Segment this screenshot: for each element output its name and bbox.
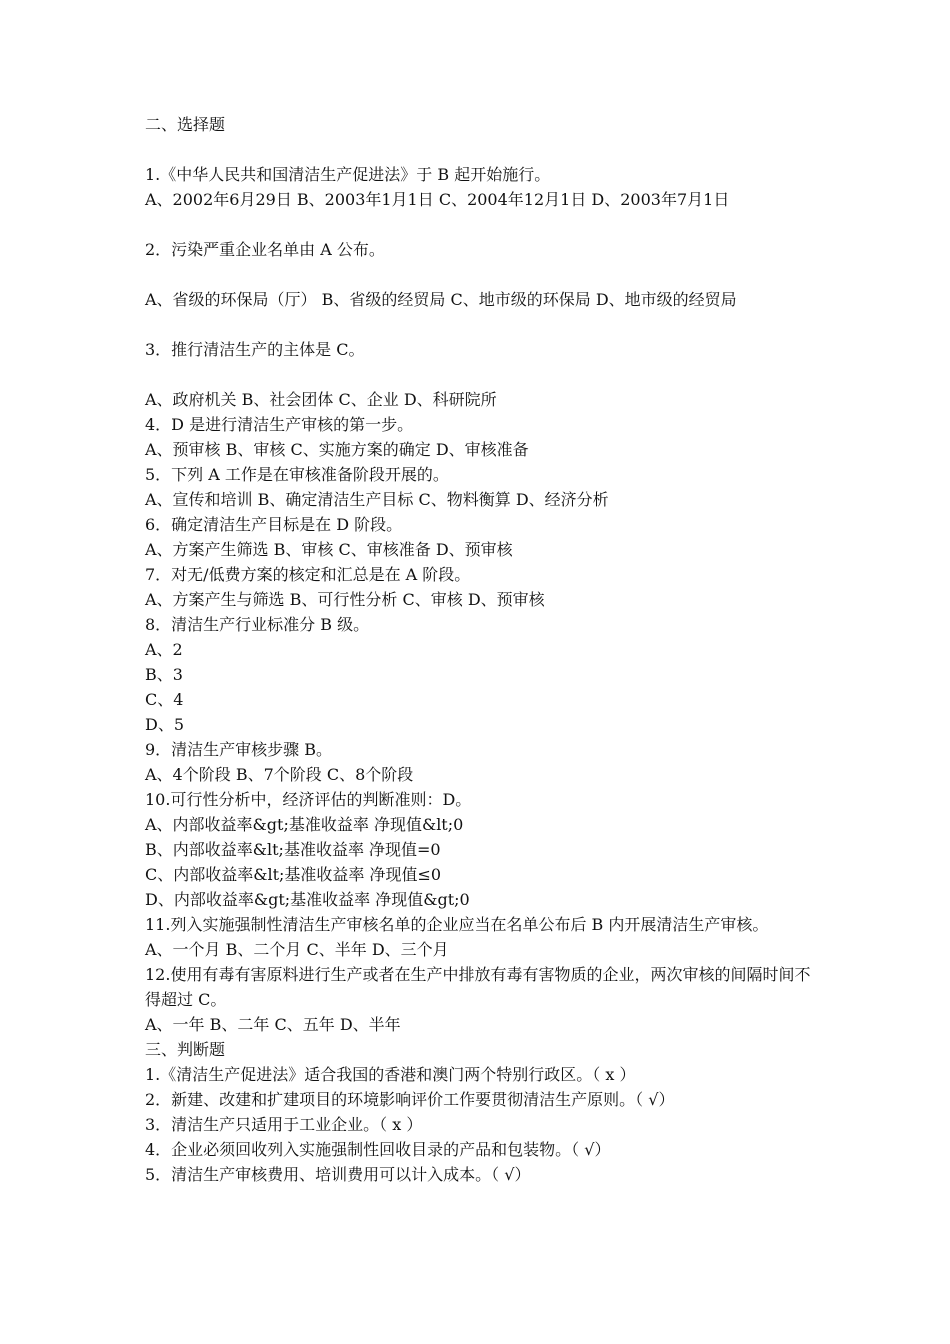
option-10-c: C、内部收益率&lt;基准收益率 净现值≤0 [145, 865, 442, 884]
question-4: 4．D 是进行清洁生产审核的第一步。 [145, 415, 414, 434]
options-7: A、方案产生与筛选 B、可行性分析 C、审核 D、预审核 [145, 590, 545, 609]
options-12: A、一年 B、二年 C、五年 D、半年 [145, 1015, 401, 1034]
question-8: 8．清洁生产行业标准分 B 级。 [145, 615, 370, 634]
section-heading-judge: 三、判断题 [145, 1040, 226, 1059]
options-2: A、省级的环保局（厅） B、省级的经贸局 C、地市级的环保局 D、地市级的经贸局 [145, 290, 737, 309]
question-10: 10.可行性分析中，经济评估的判断准则：D。 [145, 790, 472, 809]
question-7: 7．对无/低费方案的核定和汇总是在 A 阶段。 [145, 565, 471, 584]
judge-item-2: 2．新建、改建和扩建项目的环境影响评价工作要贯彻清洁生产原则。（ √） [145, 1090, 675, 1109]
judge-item-1: 1.《清洁生产促进法》适合我国的香港和澳门两个特别行政区。（ x ） [145, 1065, 636, 1084]
judge-item-3: 3．清洁生产只适用于工业企业。（ x ） [145, 1115, 423, 1134]
options-9: A、4个阶段 B、7个阶段 C、8个阶段 [145, 765, 414, 784]
options-6: A、方案产生筛选 B、审核 C、审核准备 D、预审核 [145, 540, 513, 559]
question-9: 9．清洁生产审核步骤 B。 [145, 740, 333, 759]
options-5: A、宣传和培训 B、确定清洁生产目标 C、物料衡算 D、经济分析 [145, 490, 609, 509]
question-6: 6．确定清洁生产目标是在 D 阶段。 [145, 515, 403, 534]
question-1: 1.《中华人民共和国清洁生产促进法》于 B 起开始施行。 [145, 165, 551, 184]
judge-item-5: 5．清洁生产审核费用、培训费用可以计入成本。（ √） [145, 1165, 531, 1184]
options-3: A、政府机关 B、社会团体 C、企业 D、科研院所 [145, 390, 497, 409]
section-heading-choice: 二、选择题 [145, 115, 226, 134]
option-8-b: B、3 [145, 665, 183, 684]
question-2: 2．污染严重企业名单由 A 公布。 [145, 240, 385, 259]
question-3: 3．推行清洁生产的主体是 C。 [145, 340, 365, 359]
judge-item-4: 4．企业必须回收列入实施强制性回收目录的产品和包装物。（ √） [145, 1140, 611, 1159]
question-11: 11.列入实施强制性清洁生产审核名单的企业应当在名单公布后 B 内开展清洁生产审核。 [145, 915, 769, 934]
question-5: 5．下列 A 工作是在审核准备阶段开展的。 [145, 465, 449, 484]
option-10-d: D、内部收益率&gt;基准收益率 净现值&gt;0 [145, 890, 470, 909]
options-11: A、一个月 B、二个月 C、半年 D、三个月 [145, 940, 449, 959]
question-12: 12.使用有毒有害原料进行生产或者在生产中排放有毒有害物质的企业，两次审核的间隔时间不得超过 C。 [145, 965, 811, 1009]
option-8-a: A、2 [145, 640, 183, 659]
document-page [145, 112, 815, 1187]
option-8-d: D、5 [145, 715, 185, 734]
options-4: A、预审核 B、审核 C、实施方案的确定 D、审核准备 [145, 440, 529, 459]
options-1: A、2002年6月29日 B、2003年1月1日 C、2004年12月1日 D、2003年7月1日 [145, 190, 730, 209]
option-8-c: C、4 [145, 690, 184, 709]
option-10-a: A、内部收益率&gt;基准收益率 净现值&lt;0 [145, 815, 464, 834]
option-10-b: B、内部收益率&lt;基准收益率 净现值=0 [145, 840, 441, 859]
